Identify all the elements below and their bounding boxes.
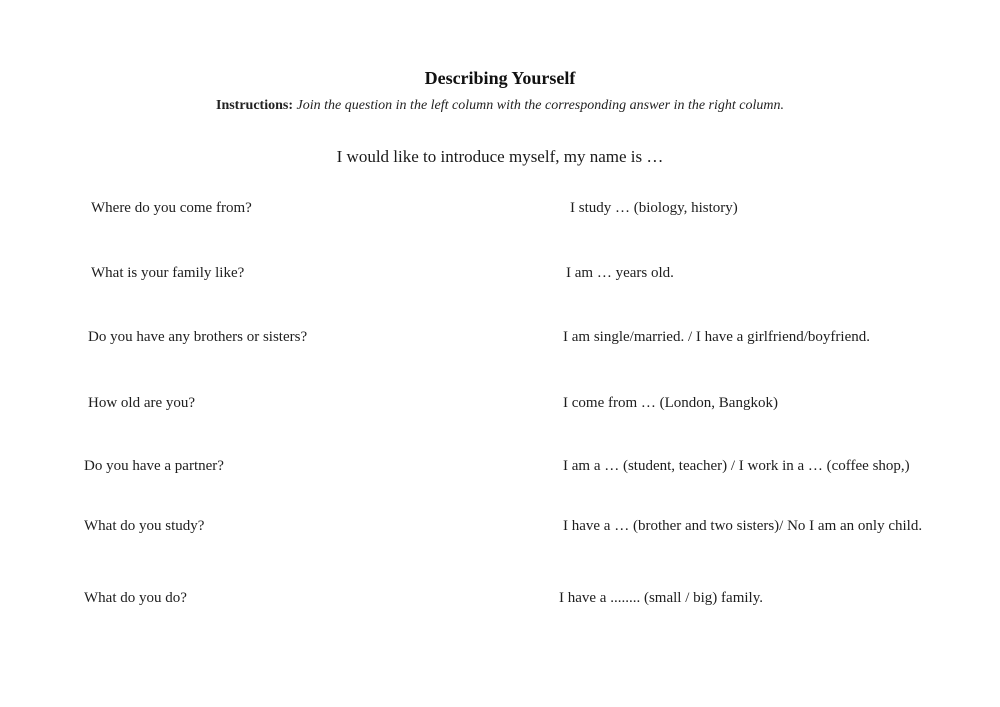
question-item[interactable]: What do you do? <box>84 590 187 606</box>
intro-sentence: I would like to introduce myself, my name is … <box>336 147 664 166</box>
question-item[interactable]: Where do you come from? <box>91 200 252 216</box>
instructions-text: Join the question in the left column with the corresponding answer in the right column. <box>296 98 784 113</box>
question-item[interactable]: Do you have a partner? <box>84 458 224 474</box>
question-item[interactable]: What is your family like? <box>91 265 245 281</box>
answer-item[interactable]: I have a ........ (small / big) family. <box>559 590 763 606</box>
answer-item[interactable]: I have a … (brother and two sisters)/ No I am an only child. <box>563 518 923 534</box>
question-item[interactable]: Do you have any brothers or sisters? <box>88 329 308 345</box>
question-item[interactable]: How old are you? <box>88 395 196 411</box>
instructions <box>0 98 1000 114</box>
worksheet-title: Describing Yourself <box>424 68 576 88</box>
answer-item[interactable]: I am single/married. / I have a girlfriend/boyfriend. <box>563 329 870 345</box>
answer-item[interactable]: I am … years old. <box>566 265 674 281</box>
question-item[interactable]: What do you study? <box>84 518 205 534</box>
answer-item[interactable]: I come from … (London, Bangkok) <box>563 395 778 411</box>
answer-item[interactable]: I am a … (student, teacher) / I work in a … (coffee shop,) <box>563 458 910 474</box>
instructions-label: Instructions: <box>216 98 294 113</box>
answer-item[interactable]: I study … (biology, history) <box>570 200 738 216</box>
